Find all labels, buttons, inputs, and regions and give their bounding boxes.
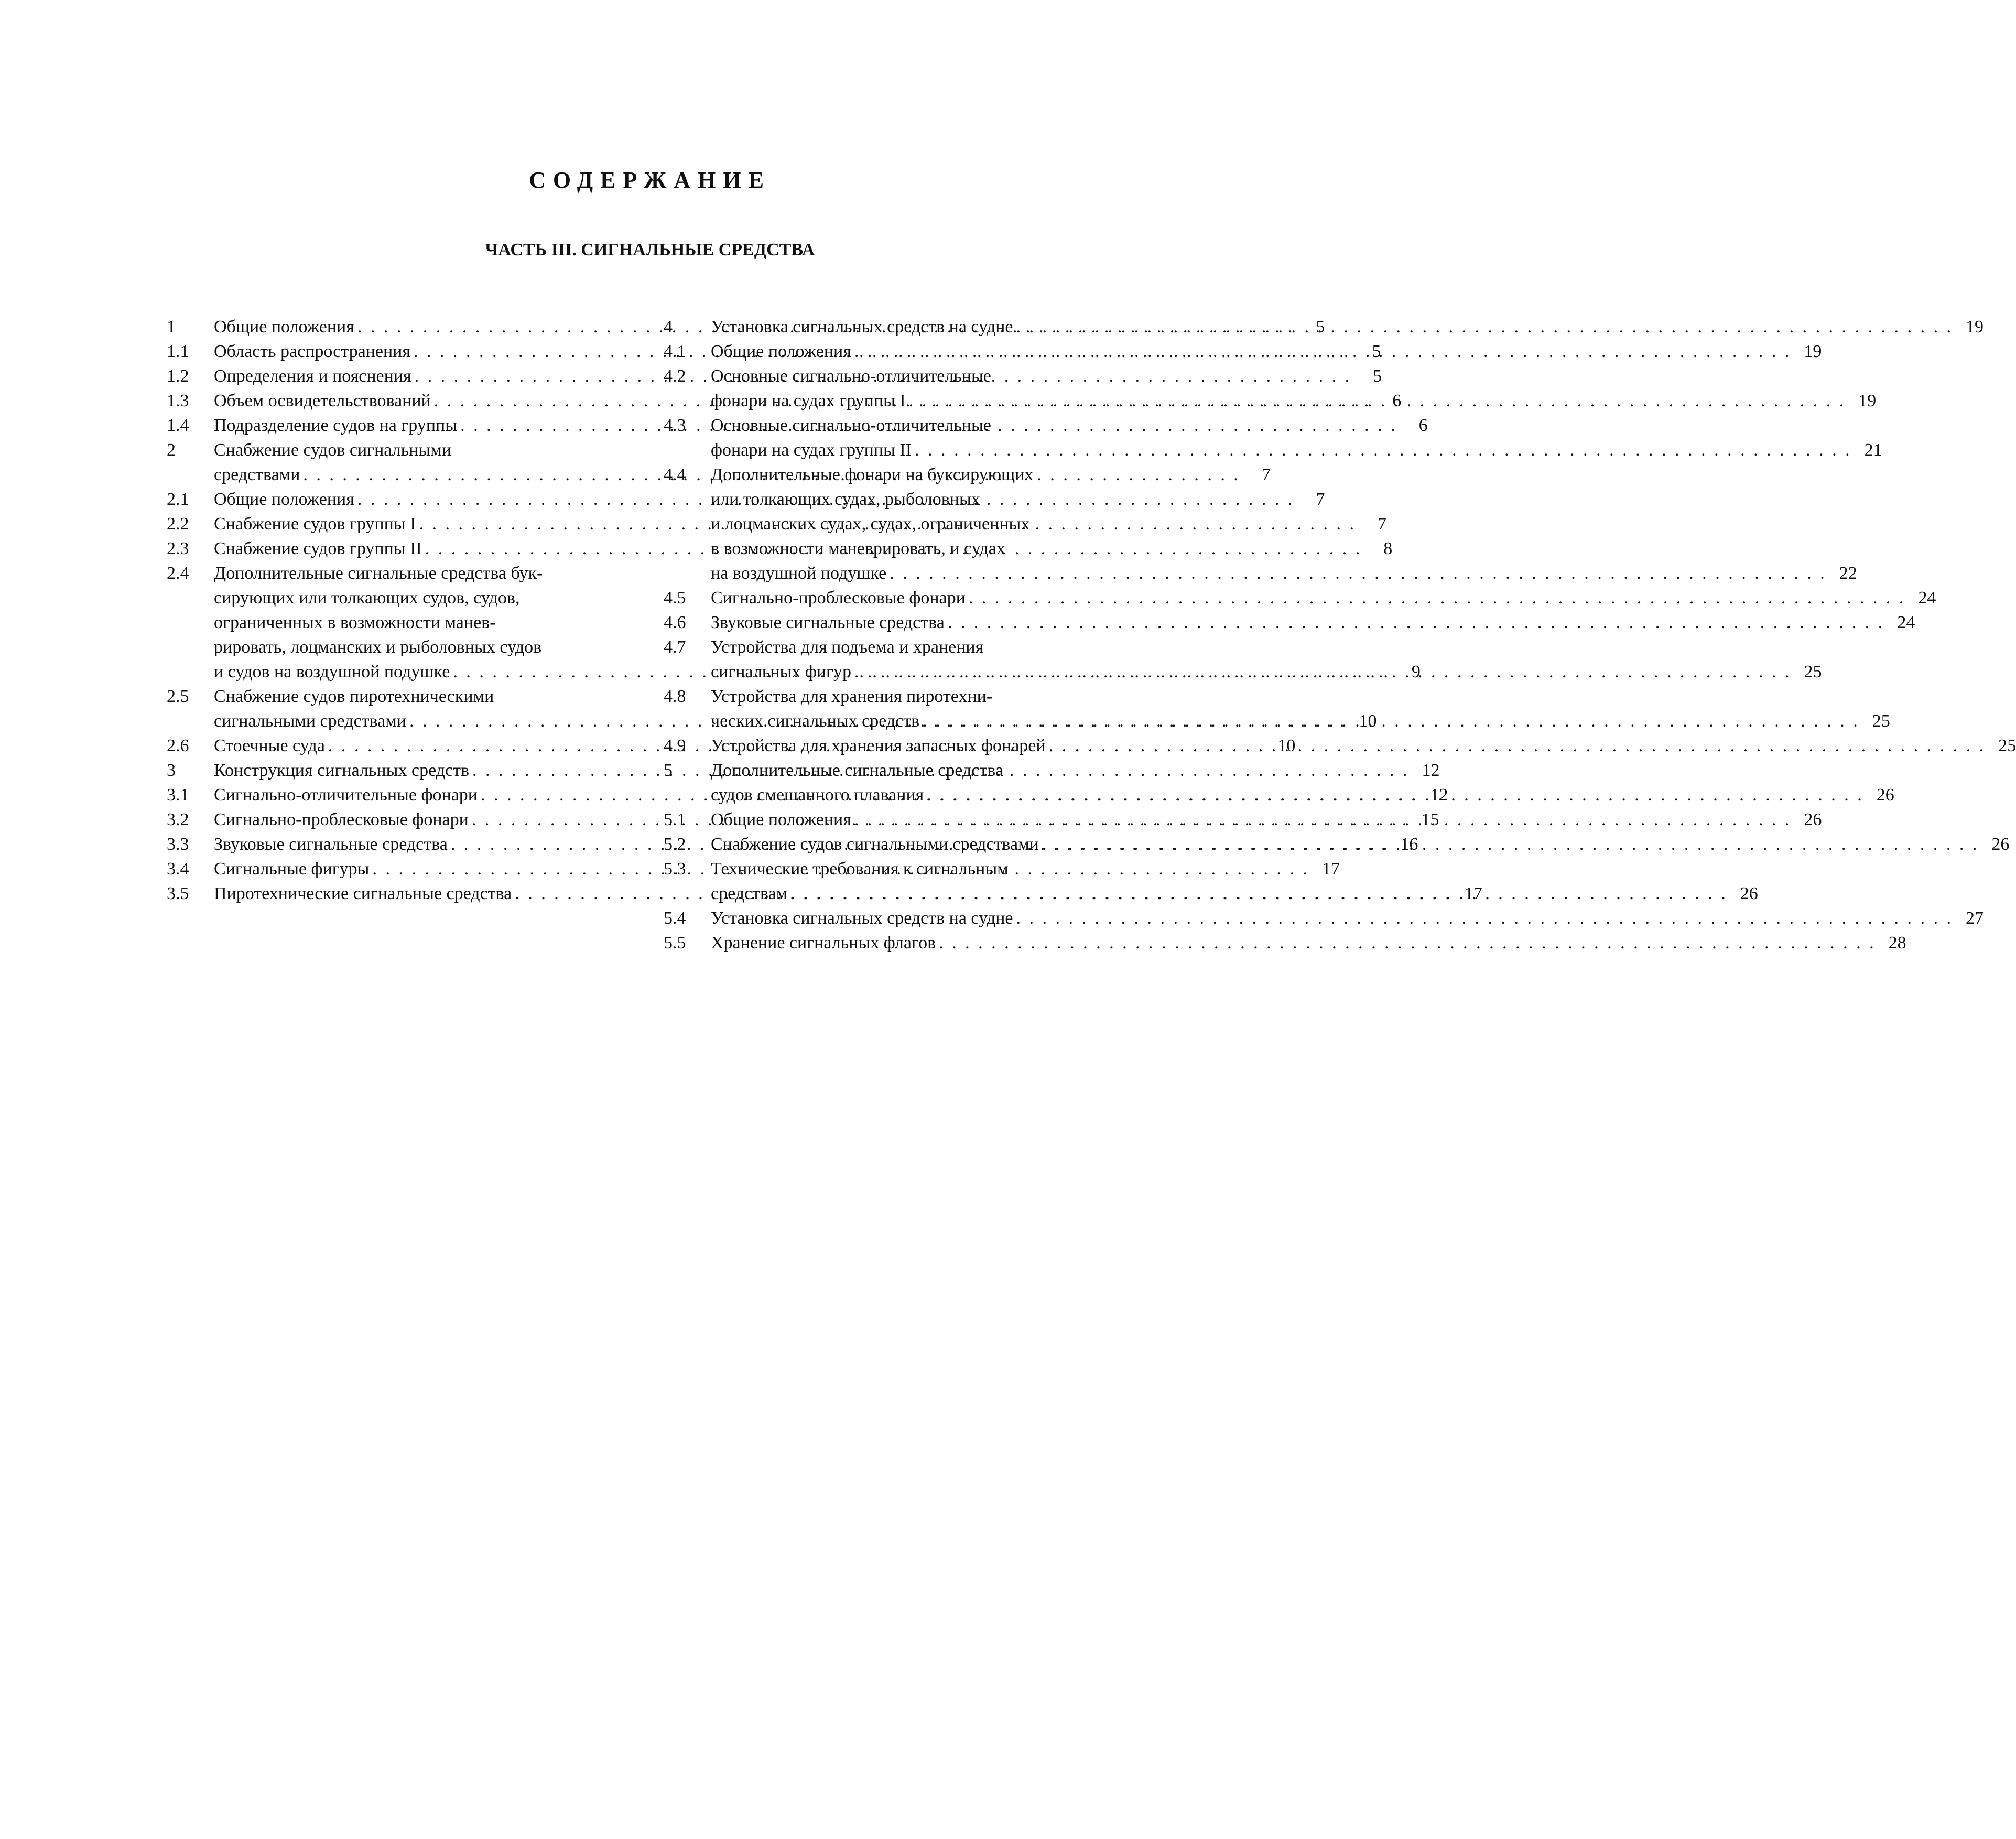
toc-entry-title: Снабжение судов группы I [214,514,416,534]
toc-entry-title: Определения и пояснения [214,366,411,386]
toc-entry-title: Снабжение судов пиротехническими [214,687,494,706]
toc-entry-title: судов смешанного плавания [711,785,924,805]
toc-entry-title: ческих сигнальных средств [711,711,920,731]
toc-entry-title: Снабжение судов сигнальными [214,440,451,460]
toc-entry-title: фонари на судах группы I [711,391,906,410]
toc-entry[interactable] [664,339,1822,364]
toc-entry-title: Область распространения [214,342,411,361]
toc-entry-page: 9 [1411,662,1421,681]
toc-entry-page: 10 [1359,711,1377,731]
toc-entry-page: 22 [1839,564,1857,583]
toc-entry-page: 25 [1872,711,1890,731]
dot-leader [948,610,1885,635]
toc-entry-number: 4.7 [664,637,686,657]
toc-entry-page: 24 [1918,588,1936,608]
toc-entry-title: Объем освидетельствований [214,391,431,410]
toc-entry-title: Общие положения [711,342,851,361]
toc-entry-title: Устройства для хранения пиротехни- [711,687,993,706]
toc-entry-title: Стоечные суда [214,736,325,755]
toc-entry-title: Снабжение судов группы II [214,539,422,558]
toc-entry-number: 1 [167,317,176,337]
toc-entry-number: 1.3 [167,391,189,410]
toc-entry-number: 1.2 [167,366,189,386]
toc-entry-title: и судов на воздушной подушке [214,662,450,681]
toc-entry-title: рировать, лоцманских и рыболовных судов [214,637,542,657]
dot-leader [854,339,1792,364]
toc-entry-page: 16 [1400,835,1418,854]
toc-entry-page: 7 [1377,514,1386,534]
toc-entry-number: 3.3 [167,835,189,854]
toc-entry-number: 3 [167,761,176,780]
toc-entry-page: 28 [1888,933,1906,953]
toc-entry[interactable] [664,413,1882,462]
dot-leader [854,807,1792,832]
dot-leader [1016,315,1954,339]
dot-leader [939,931,1876,955]
toc-entry-number: 3.4 [167,859,189,879]
page-title: СОДЕРЖАНИЕ [529,167,771,193]
toc-entry-number: 1.4 [167,416,189,435]
part-title: ЧАСТЬ III. СИГНАЛЬНЫЕ СРЕДСТВА [485,240,815,259]
toc-entry-title: на воздушной подушке [711,564,887,583]
toc-entry-title: Звуковые сигнальные средства [711,613,945,632]
toc-entry-title: сигнальных фигур [711,662,851,681]
toc-entry-title: Общие положения [214,317,354,337]
toc-entry-title: Дополнительные фонари на буксирующих [711,465,1034,484]
toc-entry-title: Сигнально-отличительные фонари [214,785,478,805]
toc-entry-number: 2.4 [167,564,189,583]
toc-entry-page: 19 [1966,317,1984,337]
toc-entry[interactable] [664,906,1984,931]
dot-leader [790,881,1728,906]
toc-entry-title: Подразделение судов на группы [214,416,458,435]
toc-entry-title: Технические требования к сигнальным [711,859,1009,879]
toc-entry-title: Основные сигнально-отличительные [711,416,991,435]
toc-entry-number: 4 [664,317,673,337]
dot-leader [969,586,1906,610]
toc-entry-page: 17 [1322,859,1340,879]
toc-entry-title: Установка сигнальных средств на судне [711,908,1013,928]
toc-entry-title: Устройства для подъема и хранения [711,637,984,657]
toc-entry-number: 4.5 [664,588,686,608]
toc-entry[interactable] [664,315,1984,339]
dot-leader [915,438,1852,462]
toc-entry-title: Устройства для хранения запасных фонарей [711,736,1046,755]
toc-entry-title: Основные сигнально-отличительные [711,366,991,386]
toc-entry-title: средствам [711,884,788,903]
toc-entry-title: средствами [214,465,300,484]
toc-entry[interactable] [664,635,1822,684]
toc-entry-page: 26 [1991,835,2010,854]
toc-entry-number: 2.5 [167,687,189,706]
toc-entry-title: и лоцманских судах, судах, ограниченных [711,514,1030,534]
toc-entry[interactable] [664,610,1915,635]
dot-leader [909,388,1846,413]
toc-entry-number: 5.5 [664,933,686,953]
dot-leader [854,659,1792,684]
dot-leader [890,561,1827,586]
toc-entry-number: 2.2 [167,514,189,534]
toc-entry-number: 5.3 [664,859,686,879]
toc-entry-number: 4.6 [664,613,686,632]
toc-entry-page: 27 [1966,908,1984,928]
toc-entry-page: 12 [1422,761,1440,780]
toc-entry-number: 1.1 [167,342,189,361]
toc-entry[interactable] [664,462,1857,586]
toc-entry-number: 4.3 [664,416,686,435]
toc-entry-number: 5.2 [664,835,686,854]
toc-entry-page: 5 [1316,317,1325,337]
toc-entry-title: в возможности маневрировать, и судах [711,539,1005,558]
dot-leader [927,783,1864,807]
toc-entry-page: 26 [1804,810,1822,829]
toc-entry-page: 26 [1740,884,1758,903]
toc-entry-page: 24 [1897,613,1915,632]
toc-entry-title: ограниченных в возможности манев- [214,613,496,632]
toc-entry-page: 12 [1430,785,1448,805]
toc-entry-page: 7 [1261,465,1271,484]
toc-entry-page: 26 [1876,785,1894,805]
toc-entry-number: 5.1 [664,810,686,829]
toc-entry-number: 3.5 [167,884,189,903]
toc-entry-page: 6 [1418,416,1428,435]
toc-entry-number: 3.2 [167,810,189,829]
toc-entry-title: или толкающих судах, рыболовных [711,490,980,509]
dot-leader [1016,906,1954,931]
toc-entry-title: Сигнально-проблесковые фонари [711,588,966,608]
dot-leader [1042,832,1979,857]
toc-entry-number: 2.1 [167,490,189,509]
toc-entry-title: Хранение сигнальных флагов [711,933,936,953]
toc-entry-number: 4.2 [664,366,686,386]
toc-entry-number: 2.6 [167,736,189,755]
toc-entry-title: сирующих или толкающих судов, судов, [214,588,520,608]
toc-entry-number: 2.3 [167,539,189,558]
toc-entry-number: 4.1 [664,342,686,361]
toc-entry-page: 8 [1383,539,1393,558]
toc-entry-title: Сигнально-проблесковые фонари [214,810,469,829]
toc-entry-page: 19 [1804,342,1822,361]
toc-entry-title: Пиротехнические сигнальные средства [214,884,512,903]
toc-entry-title: Общие положения [214,490,354,509]
toc-entry[interactable] [664,931,1906,955]
toc-entry-page: 7 [1316,490,1325,509]
toc-entry-page: 5 [1373,366,1382,386]
toc-entry-title: фонари на судах группы II [711,440,912,460]
toc-entry-title: Установка сигнальных средств на судне [711,317,1013,337]
toc-entry-page: 6 [1392,391,1402,410]
toc-entry-title: Сигнальные фигуры [214,859,370,879]
toc-entry-page: 5 [1372,342,1381,361]
toc-entry-number: 5.4 [664,908,686,928]
toc-entry-title: Снабжение судов сигнальными средствами [711,835,1039,854]
toc-entry-page: 21 [1864,440,1882,460]
toc-entry-title: Общие положения [711,810,851,829]
toc-entry-number: 4.9 [664,736,686,755]
toc-entry-number: 2 [167,440,176,460]
toc-entry-page: 25 [1998,736,2016,755]
toc-entry-number: 3.1 [167,785,189,805]
toc-entry-page: 10 [1277,736,1296,755]
toc-entry-title: Конструкция сигнальных средств [214,761,470,780]
toc-entry-page: 19 [1858,391,1877,410]
toc-entry[interactable] [664,364,1877,413]
toc-entry-title: Дополнительные сигнальные средства [711,761,1003,780]
toc-entry[interactable] [664,586,1936,610]
toc-entry-page: 25 [1804,662,1822,681]
toc-entry-title: Дополнительные сигнальные средства бук- [214,564,543,583]
toc-entry-number: 4.8 [664,687,686,706]
toc-entry-number: 5 [664,761,673,780]
dot-leader [1049,733,1986,758]
dot-leader [923,709,1860,733]
toc-entry-title: Звуковые сигнальные средства [214,835,448,854]
toc-entry-title: сигнальными средствами [214,711,406,731]
toc-entry-number: 4.4 [664,465,686,484]
toc-entry-page: 17 [1464,884,1482,903]
toc-entry-page: 15 [1421,810,1439,829]
